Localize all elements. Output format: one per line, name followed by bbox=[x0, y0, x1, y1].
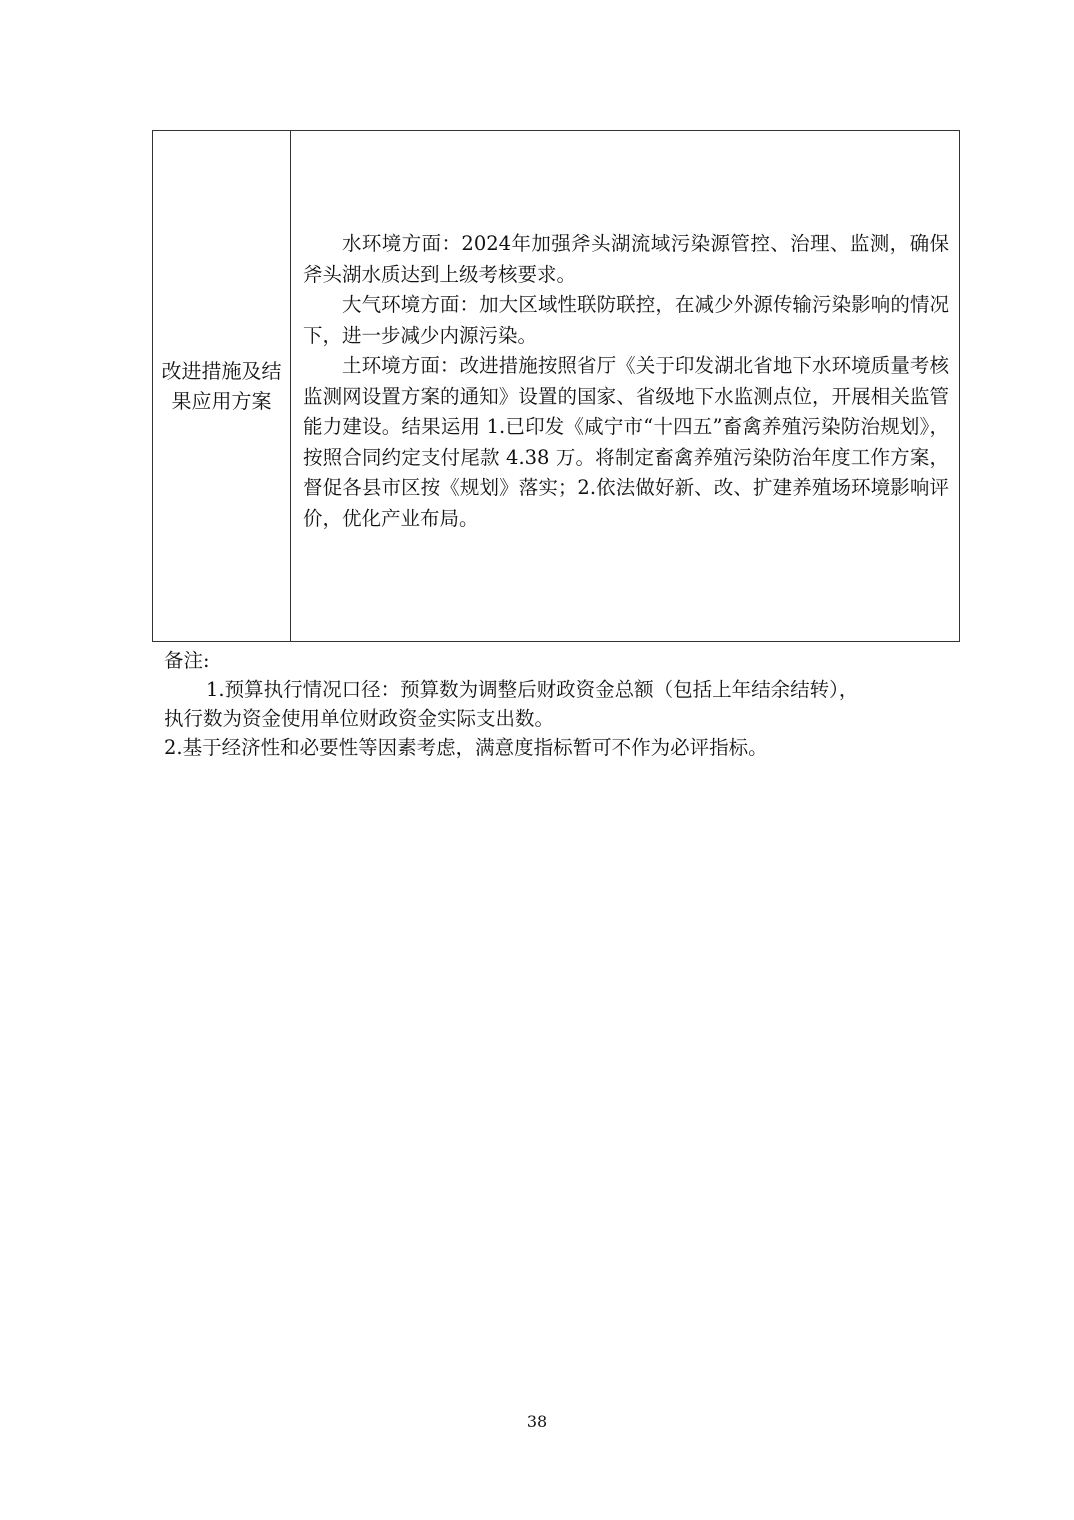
page-number: 38 bbox=[526, 1412, 548, 1431]
notes-section bbox=[164, 646, 954, 762]
air-environment-paragraph: 大气环境方面：加大区域性联防联控，在减少外源传输污染影响的情况下，进一步减少内源污染。 bbox=[303, 293, 949, 347]
notes-heading: 备注: bbox=[164, 649, 210, 672]
measures-table bbox=[152, 130, 960, 642]
soil-environment-paragraph: 土环境方面：改进措施按照省厅《关于印发湖北省地下水环境质量考核监测网设置方案的通知》设置的国家、省级地下水监测点位，开展相关监管能力建设。结果运用 1.已印发《咸宁市“十四五”畜禽养殖污染防治规划》，按照合同约定支付尾款 4.38 万。将制定畜禽养殖污染防治年度工作方案，督促各县市区按《规划》落实；2.依法做好新、改、扩建养殖场环境影响评价，优化产业布局。 bbox=[303, 354, 949, 530]
water-environment-paragraph: 水环境方面：2024年加强斧头湖流域污染源管控、治理、监测，确保斧头湖水质达到上级考核要求。 bbox=[303, 232, 949, 286]
row-label: 改进措施及结果应用方案 bbox=[161, 359, 282, 413]
note-line-1: 1.预算执行情况口径：预算数为调整后财政资金总额（包括上年结余结转）， bbox=[206, 678, 859, 701]
note-line-3: 2.基于经济性和必要性等因素考虑，满意度指标暂可不作为必评指标。 bbox=[164, 736, 768, 759]
note-line-2: 执行数为资金使用单位财政资金实际支出数。 bbox=[164, 707, 555, 730]
row-label-cell bbox=[153, 131, 291, 641]
content-cell bbox=[291, 131, 959, 641]
